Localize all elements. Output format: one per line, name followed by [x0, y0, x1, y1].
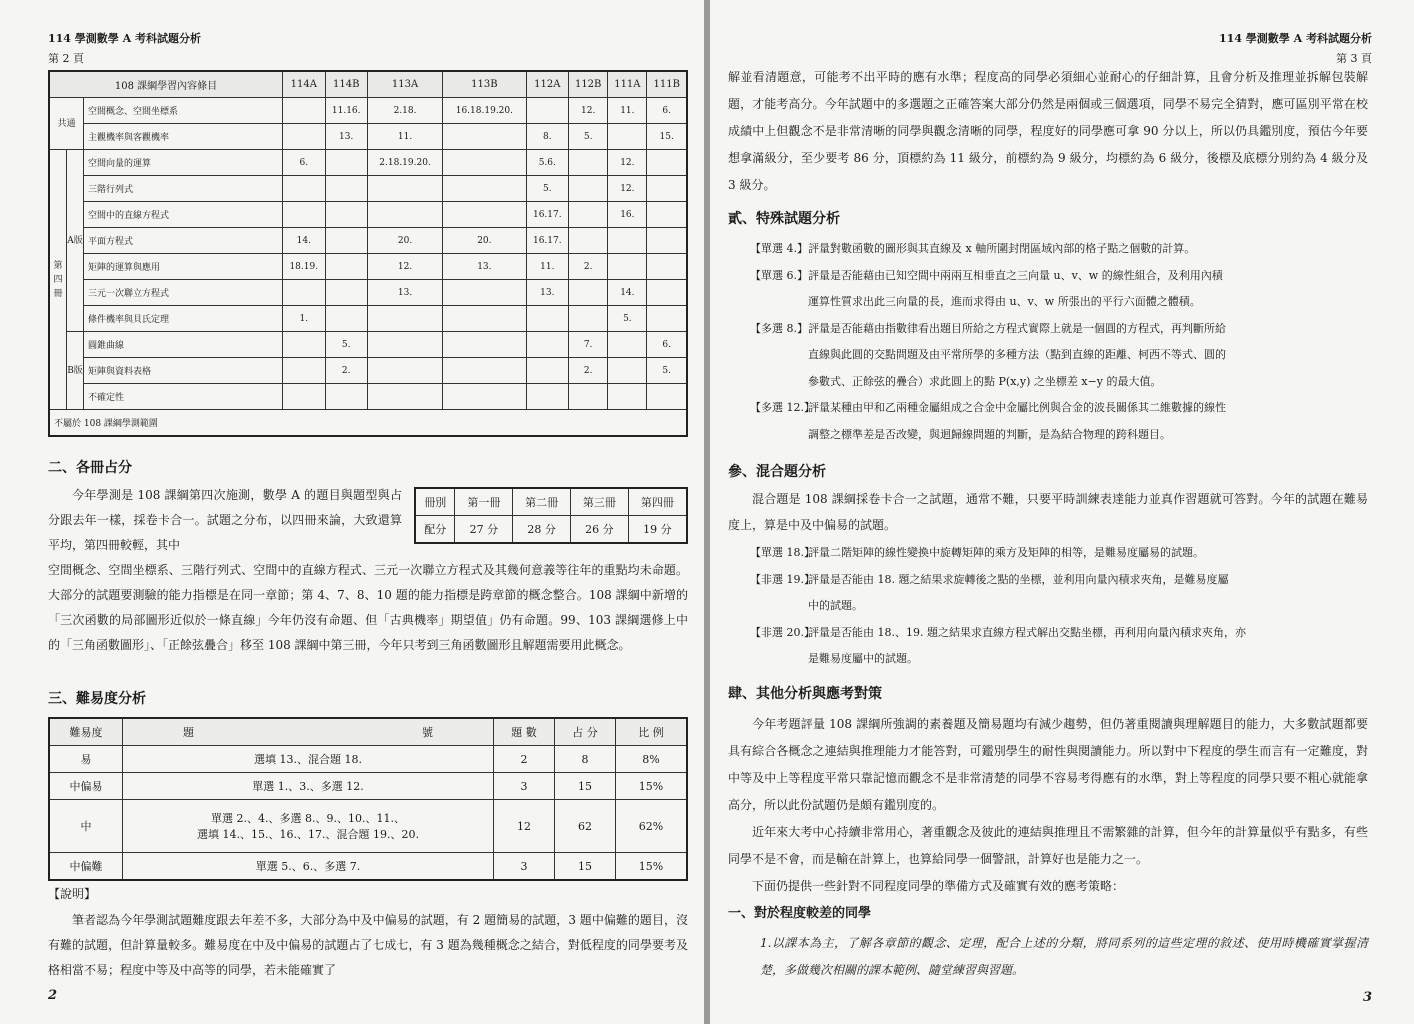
table-row [49, 384, 687, 410]
question-cell: 2. [569, 254, 608, 280]
topic-cell: 矩陣與資料表格 [84, 358, 283, 384]
table-row [49, 176, 687, 202]
sub1-item: 1.以課本為主，了解各章節的觀念、定理，配合上述的分類，將同系列的這些定理的敘述、使用時機確實掌握清楚，多做幾次相關的課本範例、隨堂練習與習題。 [760, 936, 1368, 977]
question-cell [367, 176, 442, 202]
question-cell [283, 358, 325, 384]
table-row [49, 358, 687, 384]
question-cell [569, 306, 608, 332]
question-cell: 16.18.19.20. [443, 98, 526, 124]
question-cell [325, 150, 367, 176]
question-tag: 【單選 6.】 [750, 268, 808, 282]
topic-cell: 空間概念、空間坐標系 [84, 98, 283, 124]
score-value: 15 [555, 773, 616, 800]
analysis-line: 運算性質求出此三向量的長，進而求得由 u、v、w 所張出的平行六面體之體積。 [808, 295, 1201, 308]
table-row [49, 280, 687, 306]
question-cell [325, 306, 367, 332]
table-row [49, 254, 687, 280]
question-cell: 5. [325, 332, 367, 358]
score-value: 15 [555, 853, 616, 881]
question-cell [283, 280, 325, 306]
question-cell [443, 332, 526, 358]
question-tag: 【多選 8.】 [750, 321, 808, 335]
question-cell: 14. [608, 280, 647, 306]
intro-text: 解並看清題意，可能考不出平時的應有水準；程度高的同學必須細心並耐心的仔細計算，且會分析及推理並拆解包裝解題，才能考高分。今年試題中的多選題之正確答案大部分仍然是兩個或三個選項，同學不易完全猜對，應可區別平常在校成績中上但觀念不是非常清晰的同學與觀念清晰的同學，程度好的同學應可拿 90 分以上，所以仍具鑑別度，預估今年要想拿滿級分，至少要考 86 分，頂標約為 11 級分，前標約為 9 級分，均標約為 6 級分，後標及底標分別約為 4 級分及 3 級分。 [728, 70, 1368, 192]
exam-header: 112A [526, 71, 568, 98]
exam-header: 113B [443, 71, 526, 98]
analysis-item [750, 620, 1370, 673]
question-cell [569, 202, 608, 228]
question-cell: 16.17. [526, 228, 568, 254]
question-cell: 6. [647, 98, 687, 124]
question-cell: 18.19. [283, 254, 325, 280]
question-cell [569, 176, 608, 202]
analysis-line: 評量是否能由 18.、19. 題之結果求直線方程式解出交點坐標，再利用向量內積求夾角，亦 [808, 625, 1246, 639]
topic-cell: 不確定性 [84, 384, 283, 410]
col-question: 題 [123, 718, 314, 746]
table-header-row [49, 718, 687, 746]
question-cell [647, 202, 687, 228]
question-cell [608, 332, 647, 358]
question-cell [325, 202, 367, 228]
mixed-items-list [750, 540, 1370, 673]
page-number: 2 [48, 988, 58, 1003]
question-cell [608, 358, 647, 384]
topic-cell: 條件機率與貝氏定理 [84, 306, 283, 332]
question-cell [526, 384, 568, 410]
analysis-item [750, 316, 1370, 396]
col-score: 占 分 [555, 718, 616, 746]
question-numbers [123, 800, 494, 853]
question-cell [647, 280, 687, 306]
book-score: 19 分 [628, 516, 687, 544]
question-numbers [123, 853, 494, 881]
book-score: 26 分 [571, 516, 629, 544]
analysis-line: 直線與此圓的交點問題及由平常所學的多種方法（點到直線的距離、柯西不等式、圓的 [808, 348, 1226, 361]
table-row [49, 853, 687, 881]
question-cell [443, 124, 526, 150]
right-page [710, 0, 1414, 1024]
analysis-item [750, 567, 1370, 620]
ratio-value: 8% [616, 746, 688, 773]
question-tag: 【單選 4.】 [750, 242, 808, 255]
question-line: 選填 14.、15.、16.、17.、混合題 19.、20. [197, 828, 419, 841]
table-row [49, 124, 687, 150]
question-cell [526, 332, 568, 358]
question-cell [608, 384, 647, 410]
question-cell [283, 384, 325, 410]
question-cell: 2. [569, 358, 608, 384]
question-cell [325, 384, 367, 410]
question-cell: 6. [647, 332, 687, 358]
question-cell [283, 332, 325, 358]
question-count: 12 [494, 800, 555, 853]
col-count: 題 數 [494, 718, 555, 746]
difficulty-body [49, 746, 687, 881]
question-cell: 5. [608, 306, 647, 332]
question-cell [647, 384, 687, 410]
analysis-line: 參數式、正餘弦的疊合）求此圓上的點 P(x,y) 之坐標差 x−y 的最大值。 [808, 374, 1162, 388]
question-cell [283, 98, 325, 124]
analysis-line: 評量對數函數的圖形與其直線及 x 軸所圍封閉區域內部的格子點之個數的計算。 [808, 242, 1196, 255]
question-cell [443, 176, 526, 202]
topic-cell: 圓錐曲線 [84, 332, 283, 358]
question-cell [569, 228, 608, 254]
section2-title: 二、各冊占分 [48, 460, 132, 476]
book-score: 27 分 [455, 516, 513, 544]
difficulty-level: 易 [49, 746, 123, 773]
question-cell: 14. [283, 228, 325, 254]
question-cell: 5. [569, 124, 608, 150]
question-cell [367, 384, 442, 410]
question-tag: 【單選 18.】 [750, 546, 815, 559]
exam-header: 111B [647, 71, 687, 98]
ratio-value: 15% [616, 853, 688, 881]
question-numbers [123, 773, 494, 800]
analysis-line: 是難易度屬中的試題。 [808, 652, 918, 665]
question-cell: 2.18. [367, 98, 442, 124]
book-name: 第四冊 [628, 488, 687, 516]
section3-title: 三、難易度分析 [48, 691, 146, 707]
question-cell: 1. [283, 306, 325, 332]
question-cell: 16. [608, 202, 647, 228]
ratio-value: 62% [616, 800, 688, 853]
other-title: 肆、其他分析與應考對策 [728, 686, 882, 702]
section2-text-b [48, 558, 688, 658]
question-cell: 7. [569, 332, 608, 358]
question-cell [569, 384, 608, 410]
question-line: 單選 5.、6.、多選 7. [255, 860, 361, 873]
group-version-a: A版 [67, 150, 84, 332]
book-share-table [414, 487, 688, 544]
table-row [415, 488, 687, 516]
other-para-1: 今年考題評量 108 課綱所強調的素養題及簡易題均有減少趨勢，但仍著重閱讀與理解題目的能力，大多數試題都要具有綜合各概念之連結與推理能力才能答對，可鑑別學生的耐性與閱讀能力。所以對中下程度的學生而言有一定難度，對中等及中上等程度平常只靠記憶而觀念不是非常清楚的同學不容易考得應有的水準，對上等程度的同學只要不粗心就能拿高分，所以此份試題仍是頗有鑑別度的。 [728, 717, 1368, 812]
question-cell [443, 202, 526, 228]
syllabus-table [48, 70, 688, 437]
table-header-row [49, 71, 687, 98]
topic-cell: 平面方程式 [84, 228, 283, 254]
question-cell [325, 176, 367, 202]
book-name: 第一冊 [455, 488, 513, 516]
question-cell: 13. [367, 280, 442, 306]
difficulty-level: 中偏易 [49, 773, 123, 800]
question-cell [443, 306, 526, 332]
question-cell [608, 124, 647, 150]
question-cell: 2. [325, 358, 367, 384]
question-cell [569, 280, 608, 306]
table-row [49, 800, 687, 853]
syllabus-body [49, 98, 687, 437]
table-row [49, 332, 687, 358]
question-cell: 20. [367, 228, 442, 254]
question-cell: 12. [367, 254, 442, 280]
page-label: 第 3 頁 [1336, 52, 1372, 65]
special-items-list [750, 236, 1370, 448]
section2-text-a [48, 483, 402, 558]
question-cell: 8. [526, 124, 568, 150]
mixed-title: 參、混合題分析 [728, 464, 826, 480]
question-cell [443, 150, 526, 176]
score-value: 62 [555, 800, 616, 853]
question-count: 2 [494, 746, 555, 773]
question-cell: 6. [283, 150, 325, 176]
exam-header: 112B [569, 71, 608, 98]
question-cell: 11. [608, 98, 647, 124]
question-cell [647, 150, 687, 176]
question-cell [367, 332, 442, 358]
group-book4: 第四冊 [49, 150, 67, 410]
question-cell [443, 384, 526, 410]
note-label: 【說明】 [48, 887, 97, 901]
question-cell: 2.18.19.20. [367, 150, 442, 176]
question-cell [325, 254, 367, 280]
col-ratio: 比 例 [616, 718, 688, 746]
score-value: 8 [555, 746, 616, 773]
question-cell [526, 98, 568, 124]
left-page [0, 0, 704, 1024]
page-header: 114 學測數學 A 考科試題分析 [1219, 32, 1372, 45]
analysis-item [750, 236, 1370, 263]
question-cell [608, 254, 647, 280]
question-cell: 12. [608, 150, 647, 176]
question-line: 單選 2.、4.、多選 8.、9.、10.、11.、 [211, 812, 405, 825]
exam-header: 111A [608, 71, 647, 98]
analysis-line: 調整之標準差是否改變，與迴歸線問題的判斷，是為結合物理的跨科題目。 [808, 427, 1171, 441]
analysis-line: 評量是否能藉由已知空間中兩兩互相垂直之三向量 u、v、w 的線性組合，及利用內積 [808, 268, 1223, 282]
other-para-2: 近年來大考中心持續非常用心，著重觀念及彼此的連結與推理且不需繁雜的計算，但今年的計算量似乎有點多，有些同學不是不會，而是輸在計算上，也算給同學一個警訊，計算好也是能力之一。 [728, 825, 1368, 866]
question-cell: 11.16. [325, 98, 367, 124]
analysis-item [750, 395, 1370, 448]
exam-header: 113A [367, 71, 442, 98]
question-cell [283, 176, 325, 202]
table-row [49, 228, 687, 254]
table-row [49, 746, 687, 773]
book-name: 第二冊 [513, 488, 571, 516]
analysis-line: 評量是否能由 18. 題之結果求旋轉後之點的坐標，並利用向量內積求夾角，是難易度屬 [808, 572, 1229, 586]
question-cell [283, 202, 325, 228]
book-score: 28 分 [513, 516, 571, 544]
topic-cell: 主觀機率與客觀機率 [84, 124, 283, 150]
question-cell [283, 124, 325, 150]
question-cell [325, 280, 367, 306]
difficulty-level: 中偏難 [49, 853, 123, 881]
ratio-value: 15% [616, 773, 688, 800]
question-cell: 11. [526, 254, 568, 280]
difficulty-level: 中 [49, 800, 123, 853]
analysis-item [750, 540, 1370, 567]
group-common: 共通 [49, 98, 84, 150]
share-row-label: 配分 [415, 516, 455, 544]
question-cell [647, 228, 687, 254]
sub1-title: 一、對於程度較差的同學 [728, 906, 872, 921]
question-cell: 5. [647, 358, 687, 384]
section2-text-part: 今年學測是 108 課綱第四次施測，數學 A 的題目與題型與占分跟去年一樣，採卷卡合一。試題之分布，以四冊來論，大致還算平均，第四冊較輕，其中 [48, 488, 402, 552]
question-line: 選填 13.、混合題 18. [254, 753, 362, 766]
question-cell [367, 358, 442, 384]
table-row [49, 410, 687, 437]
topic-cell: 三元一次聯立方程式 [84, 280, 283, 306]
question-cell: 5.6. [526, 150, 568, 176]
page-label: 第 2 頁 [48, 52, 84, 65]
analysis-line: 中的試題。 [808, 599, 863, 612]
question-line: 單選 1.、3.、多選 12. [252, 780, 364, 793]
topic-cell: 空間向量的運算 [84, 150, 283, 176]
col-number: 號 [313, 718, 494, 746]
other-para-3: 下面仍提供一些針對不同程度同學的準備方式及確實有效的應考策略： [752, 879, 1125, 893]
question-cell [325, 228, 367, 254]
question-cell: 20. [443, 228, 526, 254]
question-cell [647, 306, 687, 332]
question-cell: 15. [647, 124, 687, 150]
group-version-b: B版 [67, 332, 84, 410]
analysis-line: 評量是否能藉由指數律看出題目所給之方程式實際上就是一個圓的方程式，再判斷所給 [808, 321, 1226, 335]
exam-header: 114A [283, 71, 325, 98]
question-tag: 【非選 19.】 [750, 572, 815, 586]
analysis-line: 評量某種由甲和乙兩種金屬組成之合金中金屬比例與合金的波長關係其二維數據的線性 [808, 401, 1226, 414]
question-cell: 5. [526, 176, 568, 202]
mixed-text: 混合題是 108 課綱採卷卡合一之試題，通常不難，只要平時訓練表達能力並真作習題就可答對。今年的試題在難易度上，算是中及中偏易的試題。 [728, 492, 1368, 532]
question-count: 3 [494, 773, 555, 800]
question-cell: 12. [608, 176, 647, 202]
question-cell: 13. [526, 280, 568, 306]
question-cell [367, 306, 442, 332]
question-numbers [123, 746, 494, 773]
share-row-label: 冊別 [415, 488, 455, 516]
book-name: 第三冊 [571, 488, 629, 516]
exam-header: 114B [325, 71, 367, 98]
question-tag: 【非選 20.】 [750, 625, 815, 639]
question-cell: 13. [325, 124, 367, 150]
question-cell [367, 202, 442, 228]
question-tag: 【多選 12.】 [750, 401, 815, 414]
question-cell [647, 254, 687, 280]
question-cell [443, 358, 526, 384]
not-in-scope-cell: 不屬於 108 課綱學測範圍 [49, 410, 687, 437]
table-row [49, 202, 687, 228]
question-cell: 16.17. [526, 202, 568, 228]
note-text: 筆者認為今年學測試題難度跟去年差不多，大部分為中及中偏易的試題，有 2 題簡易的試題，3 題中偏難的題目，沒有難的試題，但計算量較多。難易度在中及中偏易的試題占了七成七，有 3 題為幾種概念之結合，對低程度的同學要考及格相當不易；程度中等及中高等的同學，若未能確實了 [48, 913, 688, 977]
question-cell: 12. [569, 98, 608, 124]
topic-cell: 空間中的直線方程式 [84, 202, 283, 228]
table-row [49, 773, 687, 800]
special-title: 貳、特殊試題分析 [728, 211, 840, 227]
question-cell [526, 358, 568, 384]
page-header: 114 學測數學 A 考科試題分析 [48, 32, 201, 45]
table-row [49, 150, 687, 176]
topic-cell: 三階行列式 [84, 176, 283, 202]
question-count: 3 [494, 853, 555, 881]
analysis-line: 評量二階矩陣的線性變換中旋轉矩陣的乘方及矩陣的相等，是難易度屬易的試題。 [808, 546, 1204, 559]
table-row [49, 98, 687, 124]
syllabus-header-label: 108 課綱學習內容條目 [49, 71, 283, 98]
question-cell [608, 228, 647, 254]
analysis-item [750, 263, 1370, 316]
table-row [415, 516, 687, 544]
question-cell: 13. [443, 254, 526, 280]
question-cell [647, 176, 687, 202]
table-row [49, 306, 687, 332]
question-cell [443, 280, 526, 306]
topic-cell: 矩陣的運算與應用 [84, 254, 283, 280]
page-number: 3 [1362, 990, 1372, 1005]
section2-text-part: 空間概念、空間坐標系、三階行列式、空間中的直線方程式、三元一次聯立方程式及其幾何意義等往年的重點均未命題。大部分的試題要測驗的能力指標是在同一章節；第 4、7、8、10 題的能力指標是跨章節的概念整合。108 課綱中新增的「三次函數的局部圖形近似於一條直線」今年仍沒有命題、但「古典機率」期望值」仍有命題。99、103 課綱選修上中的「三角函數圖形」、「正餘弦疊合」移至 108 課綱中第三冊，今年只考到三角函數圖形且解題需要用此概念。 [48, 563, 688, 652]
question-cell [569, 150, 608, 176]
difficulty-table [48, 717, 688, 881]
question-cell: 11. [367, 124, 442, 150]
col-level: 難易度 [49, 718, 123, 746]
question-cell [526, 306, 568, 332]
